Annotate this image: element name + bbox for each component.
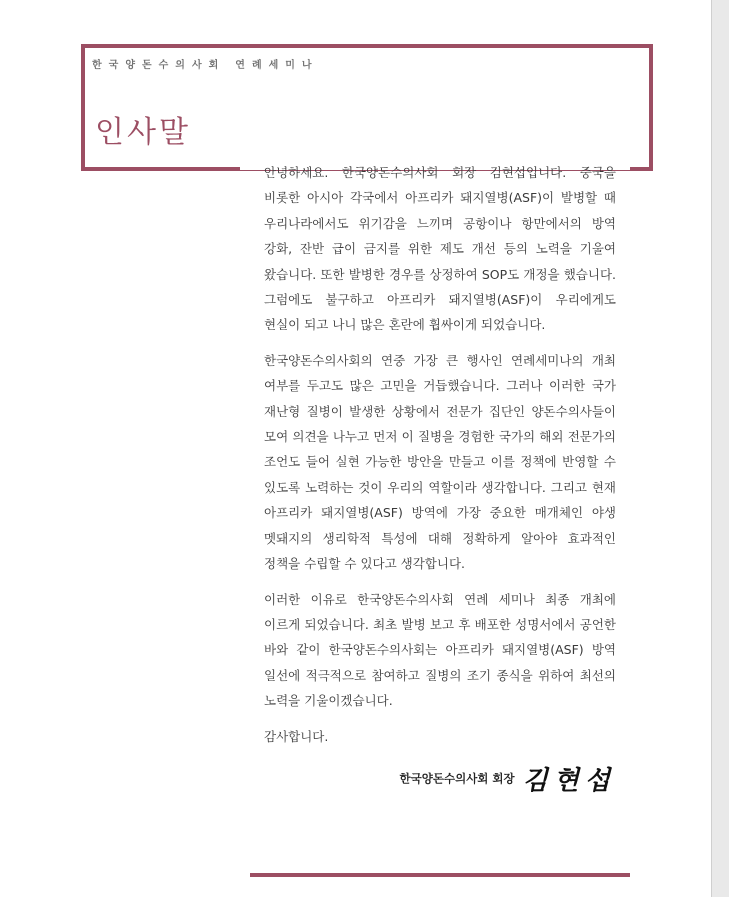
greeting-body: [264, 160, 616, 759]
paragraph-intro: 안녕하세요. 한국양돈수의사회 회장 김현섭입니다. 중국을 비롯한 아시아 각국에서 아프리카 돼지열병(ASF)이 발병할 때 우리나라에서도 위기감을 느끼며 공항이나 항만에서의 방역 강화, 잔반 급이 금지를 위한 제도 개선 등의 노력을 기울여 왔습니다. 또한 발병한 경우를 상정하여 SOP도 개정을 했습니다. 그럼에도 불구하고 아프리카 돼지열병(ASF)이 우리에게도 현실이 되고 나니 많은 혼란에 휩싸이게 되었습니다.: [264, 165, 616, 333]
signature-title: 한국양돈수의사회 회장: [399, 771, 515, 786]
section-title: 인사말: [95, 115, 191, 150]
event-label: 연례세미나: [235, 60, 319, 71]
paragraph-commitment: 이러한 이유로 한국양돈수의사회 연례 세미나 최종 개최에 이르게 되었습니다. 최초 발병 보고 후 배포한 성명서에서 공언한 바와 같이 한국양돈수의사회는 아프리카 돼지열병(ASF) 방역 일선에 적극적으로 참여하고 질병의 조기 종식을 위하여 최선의 노력을 기울이겠습니다.: [264, 591, 616, 709]
signature-block: [300, 760, 616, 797]
signature-name: 김현섭: [522, 766, 616, 796]
paragraph-seminar: 한국양돈수의사회의 연중 가장 큰 행사인 연례세미나의 개최 여부를 두고도 많은 고민을 거듭했습니다. 그러나 이러한 국가 재난형 질병이 발생한 상황에서 전문가 집단인 양돈수의사들이 모여 의견을 나누고 먼저 이 질병을 경험한 국가의 해외 전문가의 조언도 들어 실현 가능한 방안을 만들고 이를 정책에 반영할 수 있도록 노력하는 것이 우리의 역할이라 생각합니다. 그리고 현재 아프리카 돼지열병(ASF) 방역에 가장 중요한 매개체인 야생 멧돼지의 생리학적 특성에 대해 정확하게 알아야 효과적인 정책을 수립할 수 있다고 생각합니다.: [264, 352, 616, 572]
footer-divider: [250, 873, 630, 877]
header-label: [92, 56, 319, 71]
org-label: 한국양돈수의사회: [92, 60, 226, 71]
paragraph-thanks: 감사합니다.: [264, 728, 329, 744]
